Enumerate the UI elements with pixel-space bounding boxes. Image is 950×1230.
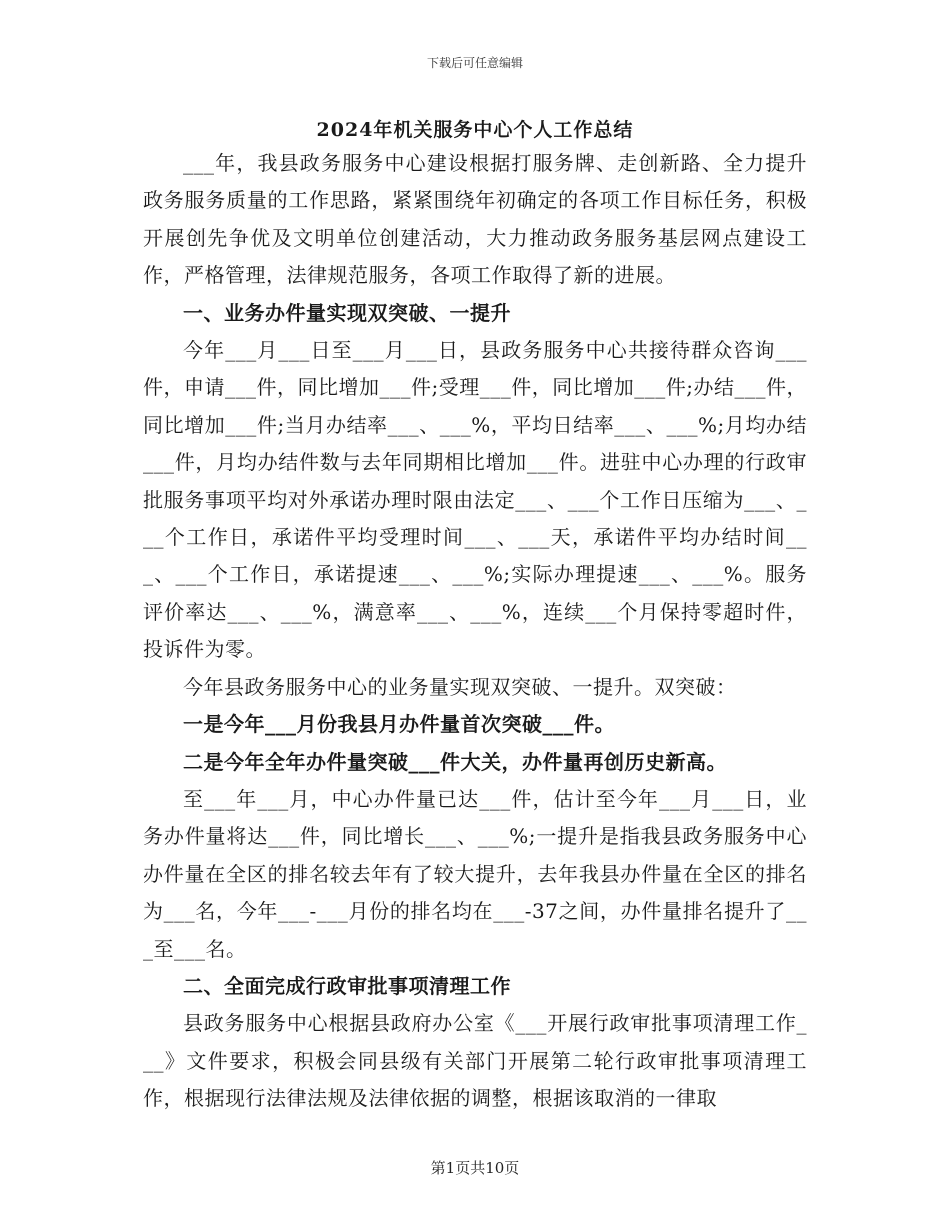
page-footer: 第1页共10页 (430, 1159, 520, 1177)
paragraph-breakthrough-intro: 今年县政务服务中心的业务量实现双突破、一提升。双突破： (183, 674, 737, 699)
paragraph-intro: ___年，我县政务服务中心建设根据打服务牌、走创新路、全力提升政务服务质量的工作思路，紧紧围绕年初确定的各项工作目标任务，积极开展创先争优及文明单位创建活动，大力推动政务服务基层网点建设工作，严格管理，法律规范服务，各项工作取得了新的进展。 (143, 151, 807, 288)
document-title: 2024年机关服务中心个人工作总结 (316, 119, 634, 141)
section-heading-1: 一、业务办件量实现双突破、一提升 (183, 300, 511, 325)
paragraph-breakthrough-2: 二是今年全年办件量突破___件大关，办件量再创历史新高。 (183, 749, 727, 774)
document-body (143, 145, 807, 1118)
header-note: 下载后可任意编辑 (426, 56, 523, 70)
paragraph-stats: 今年___月___日至___月___日，县政务服务中心共接待群众咨询___件，申请___件，同比增加___件;受理___件，同比增加___件;办结___件，同比增加___件;当月办结率___、___%，平均日结率___、___%;月均办结___件，月均办结件数与去年同期相比增加___件。进驻中心办理的行政审批服务事项平均对外承诺办理时限由法定___、___个工作日压缩为___、___个工作日，承诺件平均受理时间___、___天，承诺件平均办结时间___、___个工作日，承诺提速___、___%;实际办理提速___、___%。服务评价率达___、___%，满意率___、___%，连续___个月保持零超时件，投诉件为零。 (143, 338, 807, 662)
paragraph-ranking: 至___年___月，中心办件量已达___件，估计至今年___月___日，业务办件量将达___件，同比增长___、___%;一提升是指我县政务服务中心办件量在全区的排名较去年有了较大提升，去年我县办件量在全区的排名为___名，今年___-___月份的排名均在___-37之间，办件量排名提升了___至___名。 (143, 786, 807, 961)
section-heading-2: 二、全面完成行政审批事项清理工作 (183, 973, 511, 998)
paragraph-breakthrough-1: 一是今年___月份我县月办件量首次突破___件。 (183, 712, 615, 737)
paragraph-cleanup: 县政务服务中心根据县政府办公室《___开展行政审批事项清理工作___》文件要求，积极会同县级有关部门开展第二轮行政审批事项清理工作，根据现行法律法规及法律依据的调整，根据该取消的一律取 (143, 1011, 807, 1111)
